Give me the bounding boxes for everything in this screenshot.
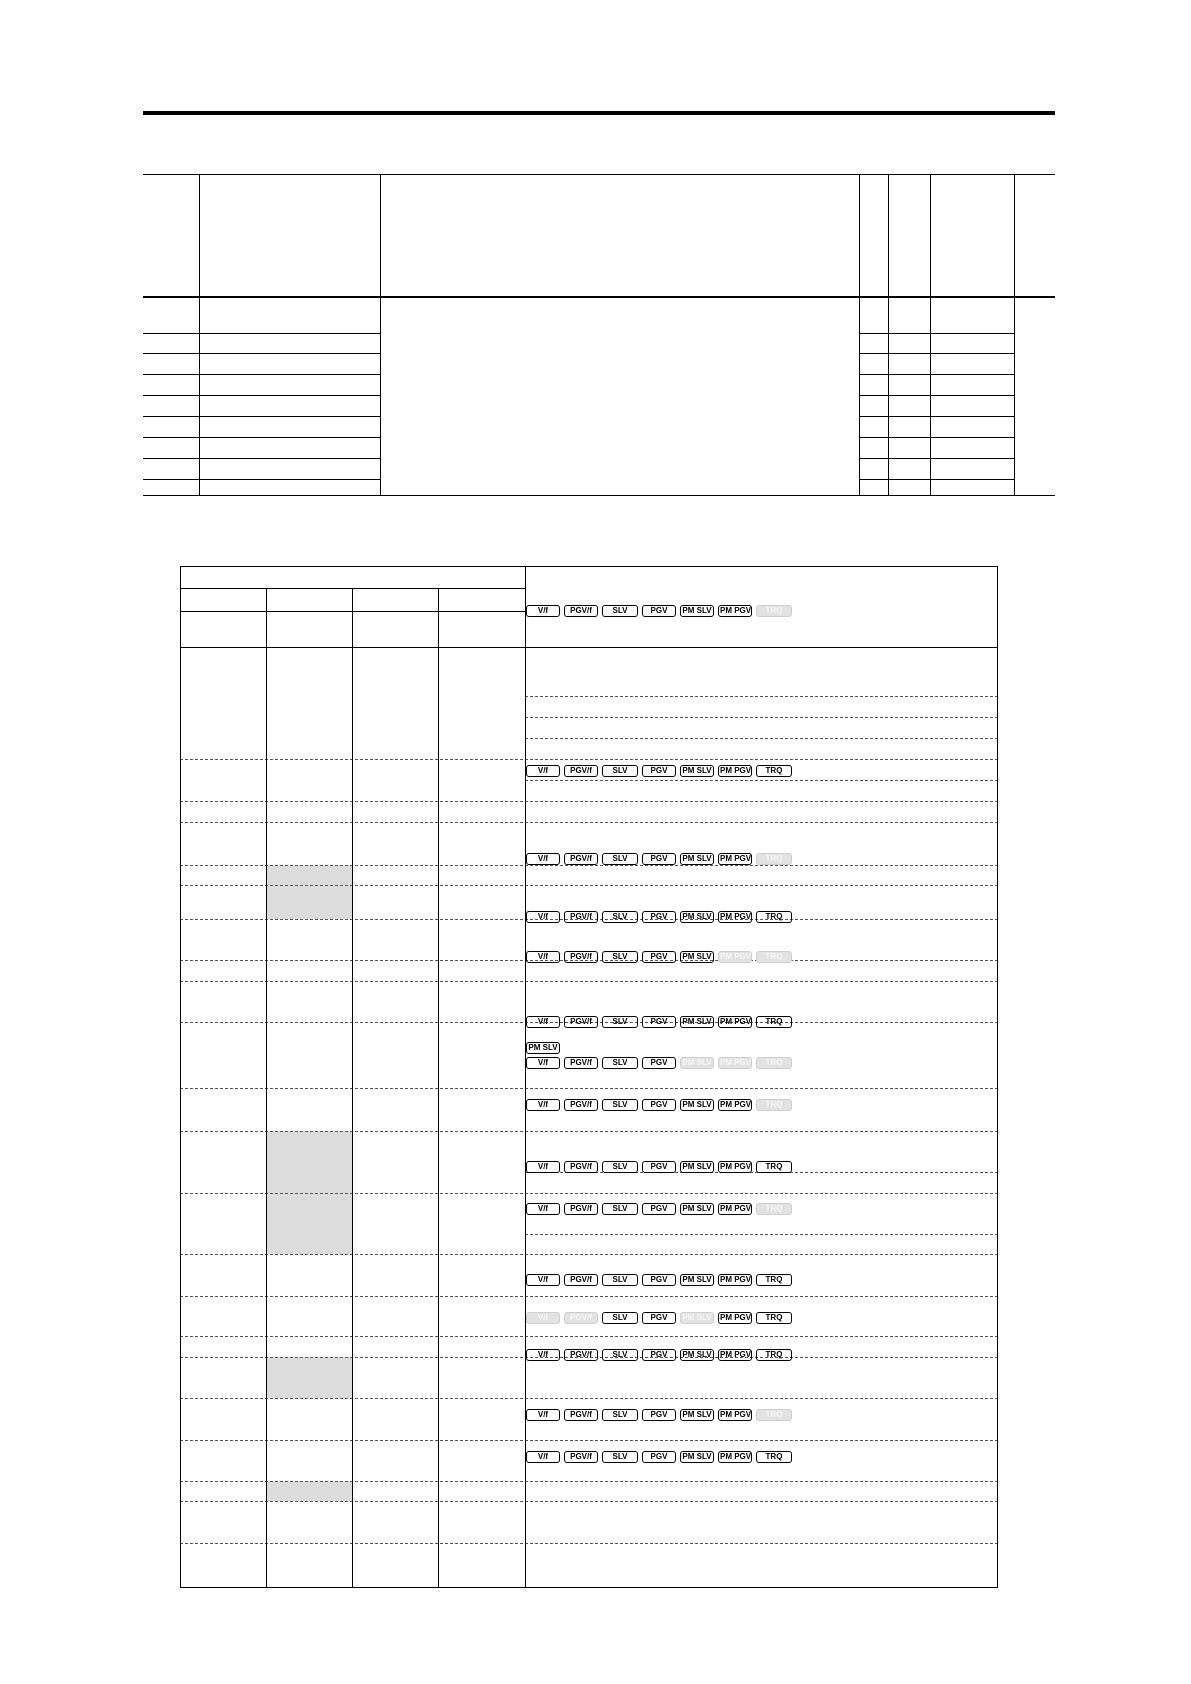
upper-col-divider-1: [199, 174, 200, 496]
control-mode-badge-slv: SLV: [602, 1057, 638, 1069]
control-mode-badge-pgv: PGV: [642, 605, 676, 617]
control-mode-badge-slv: SLV: [602, 1409, 638, 1421]
control-mode-badge-trq: TRQ: [756, 1409, 792, 1421]
control-mode-badge-slv: SLV: [602, 1312, 638, 1324]
control-mode-badge-v-f: V/f: [526, 1349, 560, 1361]
control-mode-badge-pgv-f: PGV/f: [564, 605, 598, 617]
control-mode-badge-row: [526, 1312, 792, 1326]
control-mode-badge-trq: TRQ: [756, 911, 792, 923]
control-mode-badge-slv: SLV: [602, 853, 638, 865]
control-mode-badge-pm-pgv: PM PGV: [720, 1313, 752, 1322]
control-mode-badge-trq: TRQ: [756, 951, 792, 963]
control-mode-badge-row: [526, 1016, 792, 1030]
control-mode-badge-pgv-f: PGV/f: [564, 1161, 598, 1173]
control-mode-badge-pm-slv: PM SLV: [680, 765, 714, 777]
control-mode-badge-row: [526, 1409, 792, 1423]
control-mode-badge-row: [526, 1274, 792, 1288]
upper-col-divider-4: [888, 174, 889, 496]
control-mode-badge-trq: TRQ: [756, 1099, 792, 1111]
control-mode-badge-pm-slv: PM SLV: [680, 951, 714, 963]
control-mode-badge-pgv-f: PGV/f: [564, 1016, 598, 1028]
upper-table-top-border: [143, 174, 1055, 175]
control-mode-badge-trq: TRQ: [756, 1451, 792, 1463]
control-mode-badge-trq: TRQ: [756, 765, 792, 777]
control-mode-badge-pgv: PGV: [642, 1409, 676, 1421]
control-mode-badge-pgv: PGV: [642, 1274, 676, 1286]
control-mode-badge-row: [526, 1451, 792, 1465]
control-mode-badge-v-f: V/f: [526, 1057, 560, 1069]
control-mode-badge-v-f: V/f: [526, 1099, 560, 1111]
shaded-cell: [266, 1357, 352, 1398]
control-mode-badge-pgv: PGV: [642, 1099, 676, 1111]
control-mode-badge-row: [526, 605, 792, 619]
control-mode-badge-pgv: PGV: [642, 1312, 676, 1324]
control-mode-badge-trq: TRQ: [756, 1349, 792, 1361]
control-mode-badge-slv: SLV: [602, 1274, 638, 1286]
shaded-cell: [266, 865, 352, 885]
control-mode-badge-row: [526, 1099, 792, 1113]
control-mode-badge-pm-pgv: PM PGV: [720, 1100, 752, 1109]
upper-col-divider-5: [930, 174, 931, 496]
shaded-cell: [266, 1193, 352, 1254]
control-mode-badge-pgv: PGV: [642, 1057, 676, 1069]
control-mode-badge-pgv: PGV: [642, 853, 676, 865]
control-mode-badge-v-f: V/f: [526, 951, 560, 963]
control-mode-badge-pm-slv: PM SLV: [680, 1409, 714, 1421]
control-mode-badge-slv: SLV: [602, 951, 638, 963]
lower-header-bottom: [180, 647, 998, 648]
control-mode-badge-v-f: V/f: [526, 765, 560, 777]
control-mode-badge-pm-slv: PM SLV: [680, 1349, 714, 1361]
control-mode-badge-row: [526, 853, 792, 867]
control-mode-badge-pgv-f: PGV/f: [564, 1099, 598, 1111]
upper-table-header-separator: [143, 296, 1055, 298]
control-mode-badge-pm-slv: PM SLV: [680, 1274, 714, 1286]
lower-col-divider-1: [266, 588, 267, 1588]
parameter-table-upper: [143, 174, 1055, 496]
control-mode-badge-pm-slv: PM SLV: [680, 1312, 714, 1324]
control-mode-badge-trq: TRQ: [756, 853, 792, 865]
control-mode-badge-pgv: PGV: [642, 1451, 676, 1463]
upper-col-divider-3: [859, 174, 860, 496]
control-mode-badge-pgv-f: PGV/f: [564, 1274, 598, 1286]
control-mode-badge-slv: SLV: [602, 1161, 638, 1173]
upper-col-divider-6: [1014, 174, 1015, 496]
control-mode-badge-row: [526, 951, 792, 965]
control-mode-badge-slv: SLV: [602, 1451, 638, 1463]
control-mode-badge-row: [526, 765, 792, 779]
control-mode-badge-pgv: PGV: [642, 765, 676, 777]
control-mode-badge-pgv-f: PGV/f: [564, 1349, 598, 1361]
control-mode-badge-trq: TRQ: [756, 1161, 792, 1173]
control-mode-badge-pm-pgv: PM PGV: [720, 1275, 752, 1284]
control-mode-badge-pm-slv: PM SLV: [680, 1203, 714, 1215]
shaded-cell: [266, 885, 352, 919]
lower-table-bottom-border: [180, 1587, 998, 1588]
control-mode-badge-pgv-f: PGV/f: [564, 1057, 598, 1069]
control-mode-badge-slv: SLV: [602, 1099, 638, 1111]
control-mode-badge-pm-pgv: PM PGV: [720, 952, 752, 961]
control-mode-badge-slv: SLV: [602, 911, 638, 923]
control-mode-badge-pgv: PGV: [642, 1203, 676, 1215]
shaded-cell: [266, 1131, 352, 1193]
control-mode-badge-v-f: V/f: [526, 605, 560, 617]
control-mode-badge-row: [526, 1057, 792, 1071]
control-mode-badge-trq: TRQ: [756, 1203, 792, 1215]
control-mode-badge-pgv-f: PGV/f: [564, 765, 598, 777]
control-mode-badge-pm-slv: PM SLV: [680, 605, 714, 617]
control-mode-badge-pm-pgv: PM PGV: [720, 912, 752, 921]
control-mode-badge-v-f: V/f: [526, 853, 560, 865]
control-mode-badge-pgv-f: PGV/f: [564, 1312, 598, 1324]
control-mode-badge-pm-pgv: PM PGV: [720, 1410, 752, 1419]
control-mode-badge-slv: SLV: [602, 1203, 638, 1215]
lower-right-border: [997, 566, 998, 1588]
control-mode-badge-row: [526, 1349, 792, 1363]
control-mode-badge-pgv: PGV: [642, 1161, 676, 1173]
control-mode-badge-pgv-f: PGV/f: [564, 853, 598, 865]
control-mode-badge-pm-slv: PM SLV: [680, 1016, 714, 1028]
control-mode-badge-slv: SLV: [602, 1349, 638, 1361]
control-mode-badge-slv: SLV: [602, 1016, 638, 1028]
lower-col-divider-4: [525, 566, 526, 1588]
control-mode-badge-pm-pgv: PM PGV: [720, 1350, 752, 1359]
control-mode-badge-pgv-f: PGV/f: [564, 911, 598, 923]
control-mode-badge-pm-slv: PM SLV: [680, 1451, 714, 1463]
lower-left-border: [180, 566, 181, 1588]
control-mode-badge-v-f: V/f: [526, 1161, 560, 1173]
control-mode-badge-pm-slv: PM SLV: [680, 911, 714, 923]
control-mode-badge-trq: TRQ: [756, 1057, 792, 1069]
control-mode-badge-pm-pgv: PM PGV: [720, 1017, 752, 1026]
control-mode-badge-v-f: V/f: [526, 1451, 560, 1463]
control-mode-badge-pm-slv: PM SLV: [680, 1099, 714, 1111]
control-mode-badge-pgv: PGV: [642, 1016, 676, 1028]
control-mode-badge-row: [526, 1161, 792, 1175]
upper-col-divider-2: [380, 174, 381, 496]
control-mode-badge-v-f: V/f: [526, 1409, 560, 1421]
control-mode-badge-trq: TRQ: [756, 1312, 792, 1324]
shaded-cell: [266, 1481, 352, 1501]
control-mode-badge-pgv: PGV: [642, 1349, 676, 1361]
upper-table-bottom-border: [143, 495, 1055, 496]
control-mode-badge-slv: SLV: [602, 605, 638, 617]
control-mode-badge-pgv-f: PGV/f: [564, 1203, 598, 1215]
control-mode-badge-slv: SLV: [602, 765, 638, 777]
control-mode-badge-pgv-f: PGV/f: [564, 1409, 598, 1421]
control-mode-badge-v-f: V/f: [526, 1312, 560, 1324]
lower-col-divider-2: [352, 588, 353, 1588]
control-mode-badge-trq: TRQ: [756, 1274, 792, 1286]
control-mode-badge-row: [526, 911, 792, 925]
control-mode-badge-pgv-f: PGV/f: [564, 951, 598, 963]
control-mode-badge-v-f: V/f: [526, 1016, 560, 1028]
control-mode-badge-pm-slv: PM SLV: [680, 1057, 714, 1069]
control-mode-badge-pm-slv: PM SLV: [680, 1161, 714, 1173]
control-mode-badge-pgv: PGV: [642, 951, 676, 963]
control-mode-badge-v-f: V/f: [526, 1274, 560, 1286]
control-mode-badge-pm-pgv: PM PGV: [720, 1058, 752, 1067]
control-mode-badge-pm-pgv: PM PGV: [720, 766, 752, 775]
control-mode-badge-trq: TRQ: [756, 605, 792, 617]
control-mode-badge-pm-pgv: PM PGV: [720, 854, 752, 863]
control-mode-badge-v-f: V/f: [526, 1203, 560, 1215]
control-mode-badge-pm-pgv: PM PGV: [720, 606, 752, 615]
control-mode-badge-v-f: V/f: [526, 911, 560, 923]
top-rule: [143, 111, 1055, 115]
control-mode-badge-pgv-f: PGV/f: [564, 1451, 598, 1463]
control-mode-badge-pm-slv: PM SLV: [526, 1042, 560, 1054]
lower-col-divider-3: [438, 588, 439, 1588]
control-mode-badge-pgv: PGV: [642, 911, 676, 923]
parameter-table-lower: [180, 566, 998, 1588]
control-mode-badge-trq: TRQ: [756, 1016, 792, 1028]
control-mode-badge-pm-slv: PM SLV: [680, 853, 714, 865]
control-mode-badge-row: [526, 1203, 792, 1217]
control-mode-badge-pm-pgv: PM PGV: [720, 1204, 752, 1213]
control-mode-badge-pm-pgv: PM PGV: [720, 1452, 752, 1461]
lower-table-top-border: [180, 566, 998, 567]
control-mode-badge-pm-pgv: PM PGV: [720, 1162, 752, 1171]
